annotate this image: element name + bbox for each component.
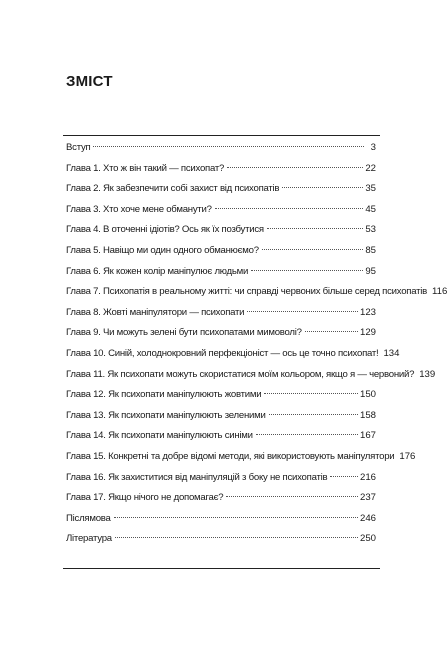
toc-entry: [66, 429, 376, 450]
toc-entry: [66, 450, 416, 471]
toc-entry: [66, 265, 376, 286]
toc-dot-leader: [269, 414, 358, 415]
toc-entry: [66, 388, 376, 409]
toc-entry: [66, 285, 447, 306]
toc-entry-title: Глава 17. Якщо нічого не допомагає?: [66, 492, 224, 504]
toc-entry-page: 129: [359, 327, 376, 339]
toc-entry-page: 95: [365, 265, 376, 277]
toc-entry: [66, 532, 376, 553]
toc-dot-leader: [262, 249, 364, 250]
toc-entry-title: Глава 13. Як психопати маніпулюють зеленими: [66, 409, 266, 421]
toc-entry-page: 35: [365, 183, 376, 195]
toc-entry: [66, 141, 376, 162]
toc-entry-title: Глава 8. Жовті маніпулятори — психопати: [66, 306, 245, 318]
toc-dot-leader: [247, 311, 358, 312]
toc-entry: [66, 162, 376, 183]
toc-entry: [66, 223, 376, 244]
toc-entry: [66, 409, 376, 430]
toc-entry-page: 85: [365, 244, 376, 256]
toc-entry-title: Глава 11. Як психопати можуть скористатися моїм кольором, якщо я — червоний?: [66, 368, 415, 380]
toc-entry-title: Глава 10. Синій, холоднокровний перфекціоніст — ось це точно психопат!: [66, 347, 379, 359]
toc-entry: [66, 347, 400, 368]
toc-entry: [66, 203, 376, 224]
toc-dot-leader: [267, 228, 363, 229]
toc-entry-page: 237: [359, 492, 376, 504]
toc-entry: [66, 512, 376, 533]
toc-entry-page: 53: [365, 224, 376, 236]
toc-entry-title: Глава 5. Навіщо ми один одного обманюємо?: [66, 244, 259, 256]
toc-entry-page: 250: [359, 533, 376, 545]
toc-entry-page: 246: [359, 512, 376, 524]
toc-entry-title: Глава 7. Психопатія в реальному житті: чи справді червоних більше серед психопатів: [66, 286, 427, 298]
toc-list: [66, 141, 447, 553]
toc-entry-title: Вступ: [66, 142, 91, 153]
toc-entry-title: Глава 1. Хто ж він такий — психопат?: [66, 162, 225, 174]
toc-entry-page: 176: [399, 450, 416, 462]
toc-dot-leader: [226, 496, 358, 497]
toc-dot-leader: [93, 146, 364, 147]
toc-entry: [66, 244, 376, 265]
toc-entry: [66, 182, 376, 203]
toc-entry-title: Глава 2. Як забезпечити собі захист від психопатів: [66, 183, 280, 195]
toc-dot-leader: [264, 393, 358, 394]
toc-entry-page: 139: [419, 368, 436, 380]
toc-entry-title: Глава 6. Як кожен колір маніпулює людьми: [66, 265, 249, 277]
toc-entry-page: 150: [359, 389, 376, 401]
toc-entry-page: 216: [359, 471, 376, 483]
toc-entry-page: 45: [365, 203, 376, 215]
toc-dot-leader: [227, 167, 363, 168]
toc-entry-page: 123: [359, 306, 376, 318]
toc-entry-page: 3: [370, 142, 376, 153]
toc-entry-title: Глава 15. Конкретні та добре відомі методи, які використовують маніпулятори: [66, 450, 395, 462]
toc-dot-leader: [256, 434, 358, 435]
toc-entry-page: 158: [359, 409, 376, 421]
toc-dot-leader: [215, 208, 364, 209]
toc-dot-leader: [282, 187, 363, 188]
toc-dot-leader: [115, 537, 358, 538]
toc-entry: [66, 368, 436, 389]
toc-entry-title: Глава 9. Чи можуть зелені бути психопатами мимоволі?: [66, 327, 302, 339]
toc-entry-title: Глава 12. Як психопати маніпулюють жовтими: [66, 389, 262, 401]
toc-heading: ЗМІСТ: [66, 73, 113, 90]
toc-entry: [66, 306, 376, 327]
toc-entry: [66, 491, 376, 512]
toc-entry-title: Глава 3. Хто хоче мене обманути?: [66, 203, 212, 215]
toc-entry-title: Післямова: [66, 512, 111, 524]
toc-dot-leader: [305, 331, 358, 332]
toc-dot-leader: [114, 517, 358, 518]
toc-entry-title: Глава 4. В оточенні ідіотів? Ось як їх позбутися: [66, 224, 264, 236]
toc-dot-leader: [251, 270, 363, 271]
toc-entry-page: 116: [432, 286, 447, 298]
toc-entry-title: Глава 16. Як захиститися від маніпуляцій з боку не психопатів: [66, 471, 328, 483]
toc-dot-leader: [330, 476, 358, 477]
toc-entry-page: 167: [359, 430, 376, 442]
toc-entry-page: 22: [365, 162, 376, 174]
toc-entry-title: Література: [66, 533, 112, 545]
toc-entry: [66, 326, 376, 347]
toc-entry: [66, 471, 376, 492]
toc-entry-title: Глава 14. Як психопати маніпулюють синіми: [66, 430, 253, 442]
toc-entry-page: 134: [383, 347, 400, 359]
